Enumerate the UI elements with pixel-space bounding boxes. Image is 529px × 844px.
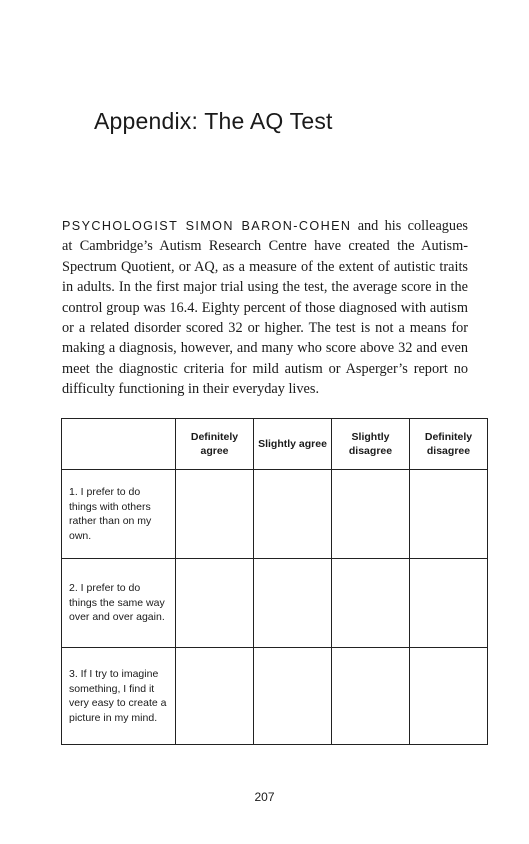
table-row (62, 648, 488, 745)
answer-cell-slightly-agree[interactable] (254, 470, 332, 559)
table-header-row (62, 419, 488, 470)
intro-body: and his colleagues at Cambridge’s Autism Research Centre have created the Autism-Spectrum Quotient, or AQ, as a measure of the extent of autistic traits in adults. In the first major trial using the test, the average score in the control group was 16.4. Eighty percent of those diagnosed with autism or a related disorder scored 32 or higher. The test is not a means for making a diagnosis, however, and many who score above 32 and even meet the diagnostic criteria for mild autism or Asperger’s report no difficulty functioning in their everyday lives. (62, 218, 468, 398)
header-slightly-disagree: Slightly disagree (332, 419, 410, 470)
header-definitely-disagree: Definitely disagree (410, 419, 488, 470)
answer-cell-definitely-agree[interactable] (176, 648, 254, 745)
intro-paragraph (62, 216, 468, 400)
answer-cell-definitely-agree[interactable] (176, 559, 254, 648)
answer-cell-definitely-disagree[interactable] (410, 559, 488, 648)
question-text: 3. If I try to imagine something, I find it very easy to create a picture in my mind. (62, 648, 176, 745)
answer-cell-slightly-disagree[interactable] (332, 559, 410, 648)
question-text: 1. I prefer to do things with others rather than on my own. (62, 470, 176, 559)
answer-cell-slightly-disagree[interactable] (332, 648, 410, 745)
page-title: Appendix: The AQ Test (94, 108, 333, 134)
header-blank (62, 419, 176, 470)
answer-cell-definitely-disagree[interactable] (410, 648, 488, 745)
answer-cell-definitely-agree[interactable] (176, 470, 254, 559)
header-definitely-agree: Definitely agree (176, 419, 254, 470)
answer-cell-slightly-disagree[interactable] (332, 470, 410, 559)
answer-cell-definitely-disagree[interactable] (410, 470, 488, 559)
question-text: 2. I prefer to do things the same way over and over again. (62, 559, 176, 648)
answer-cell-slightly-agree[interactable] (254, 559, 332, 648)
table-row (62, 559, 488, 648)
aq-table (61, 418, 488, 745)
page-number: 207 (254, 790, 275, 804)
intro-lead: PSYCHOLOGIST SIMON BARON-COHEN (62, 219, 352, 233)
table-row (62, 470, 488, 559)
header-slightly-agree: Slightly agree (254, 419, 332, 470)
answer-cell-slightly-agree[interactable] (254, 648, 332, 745)
